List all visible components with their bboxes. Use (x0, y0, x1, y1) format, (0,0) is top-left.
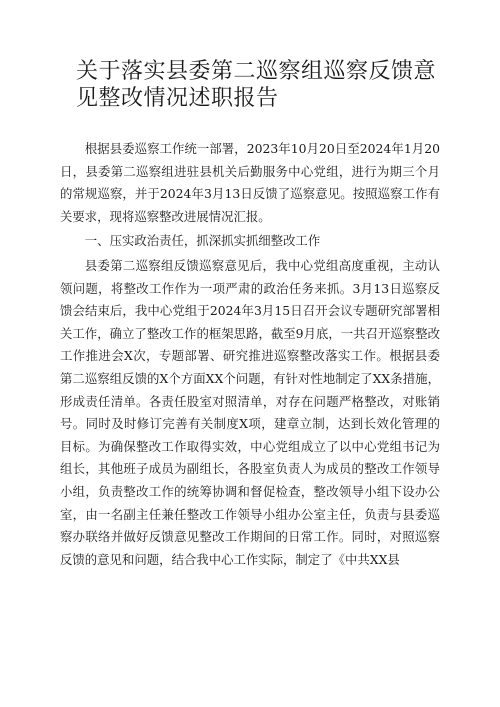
document-body (60, 138, 440, 573)
paragraph-intro: 根据县委巡察工作统一部署，2023年10月20日至2024年1月20日，县委第二巡察组进驻县机关后勤服务中心党组，进行为期三个月的常规巡察，并于2024年3月13日反馈了巡察意见。按照巡察工作有关要求，现将巡察整改进展情况汇报。 (60, 141, 440, 224)
paragraph-section-1: 县委第二巡察组反馈巡察意见后，我中心党组高度重视，主动认领问题，将整改工作作为一项严肃的政治任务来抓。3月13日巡察反馈会结束后，我中心党组于2024年3月15日召开会议专题研究部署相关工作，确立了整改工作的框架思路，截至9月底，一共召开巡察整改工作推进会X次，专题部署、研究推进巡察整改落实工作。根据县委第二巡察组反馈的X个方面XX个问题，有针对性地制定了XX条措施，形成责任清单。各责任股室对照清单，对存在问题严格整改，对账销号。同时及时修订完善有关制度X项，建章立制，达到长效化管理的目标。为确保整改工作取得实效，中心党组成立了以中心党组书记为组长，其他班子成员为副组长，各股室负责人为成员的整改工作领导小组，负责整改工作的统筹协调和督促检查，整改领导小组下设办公室，由一名副主任兼任整改工作领导小组办公室主任，负责与县委巡察办联络并做好反馈意见整改工作期间的日常工作。同时，对照巡察反馈的意见和问题，结合我中心工作实际，制定了《中共XX县 (60, 257, 440, 567)
section-heading-1: 一、压实政治责任，抓深抓实抓细整改工作 (84, 233, 321, 249)
document-title: 关于落实县委第二巡察组巡察反馈意见整改情况述职报告 (76, 59, 437, 111)
